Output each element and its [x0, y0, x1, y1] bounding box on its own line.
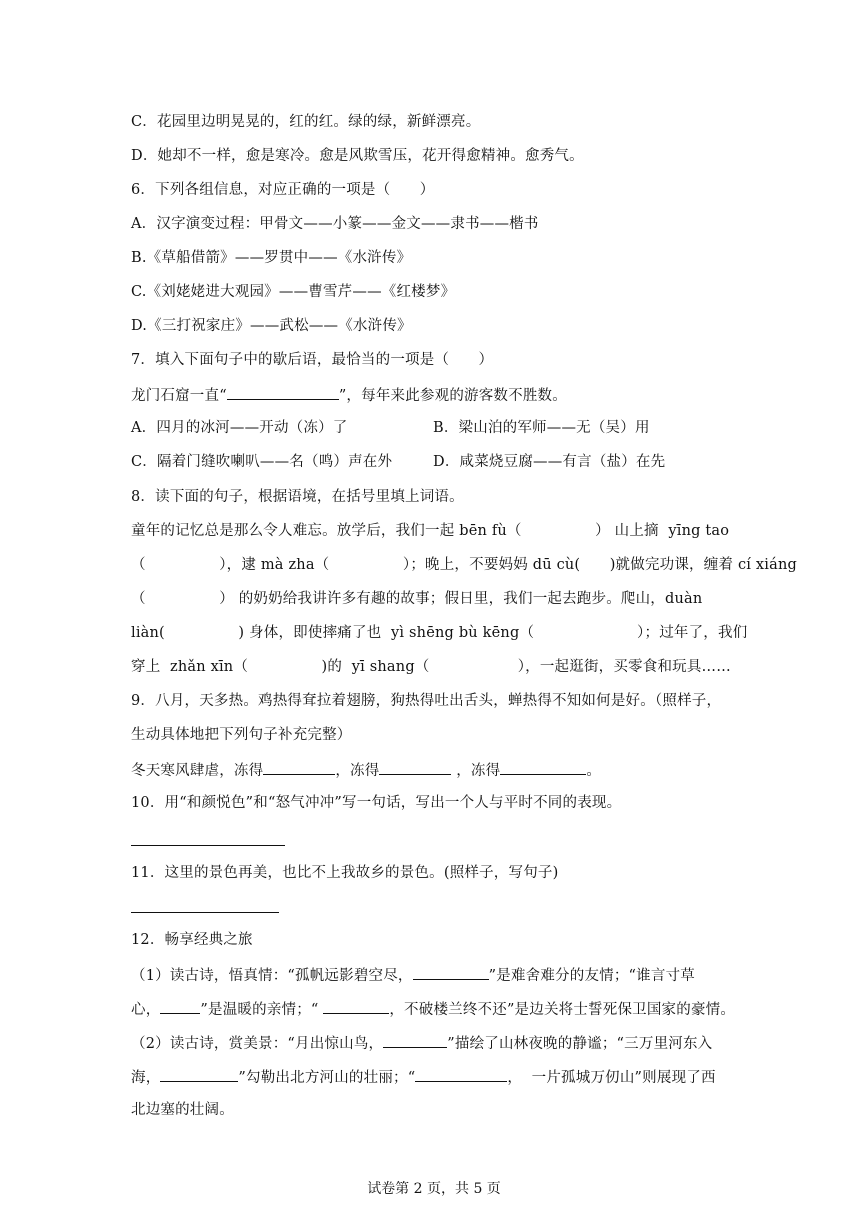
q8-passage-line-2: （ ），逮 mà zha（ ）；晚上，不要妈妈 dū cù( )就做完功课，缠着 cí xiáng [131, 557, 798, 573]
q12-part2-line-2 [131, 1066, 716, 1088]
q9-text-2: ，冻得 [335, 763, 380, 779]
page-footer: 试卷第 2 页，共 5 页 [367, 1181, 501, 1197]
q11-stem: 11．这里的景色再美，也比不上我故乡的景色。(照样子，写句子) [131, 865, 559, 881]
q7-sentence [131, 384, 567, 406]
q12-blank-2[interactable] [160, 998, 200, 1014]
q7-option-c: C．隔着门缝吹喇叭——名（鸣）声在外 [131, 454, 393, 470]
q7-option-d: D．咸菜烧豆腐——有言（盐）在先 [433, 454, 666, 470]
q9-blank-3[interactable] [500, 759, 586, 775]
q12-text: （2）读古诗，赏美景：“月出惊山鸟， [131, 1036, 384, 1052]
q7-sentence-end: ”，每年来此参观的游客数不胜数。 [338, 388, 567, 404]
q12-stem: 12．畅享经典之旅 [131, 932, 253, 948]
q12-text: ”是温暖的亲情；“ [200, 1002, 324, 1018]
q6-option-c: C.《刘姥姥进大观园》——曹雪芹——《红楼梦》 [131, 284, 456, 300]
q12-blank-1[interactable] [413, 964, 489, 980]
q9-text-3: ，冻得 [451, 763, 501, 779]
q5-option-c: C．花园里边明晃晃的，红的红。绿的绿，新鲜漂亮。 [131, 114, 481, 130]
q12-part2-line-1 [131, 1032, 712, 1054]
q12-text: ”描绘了山林夜晚的静谧；“三万里河东入 [447, 1036, 713, 1052]
q12-text: （1）读古诗，悟真情：“孤帆远影碧空尽， [131, 968, 413, 984]
q12-blank-6[interactable] [415, 1066, 507, 1082]
q10-stem: 10．用“和颜悦色”和“怒气冲冲”写一句话，写出一个人与平时不同的表现。 [131, 795, 622, 811]
q9-stem-line-1: 9．八月，天多热。鸡热得耷拉着翅膀，狗热得吐出舌头，蝉热得不知如何是好。（照样子， [131, 693, 722, 709]
q8-passage-line-1: 童年的记忆总是那么令人难忘。放学后，我们一起 bēn fù（ ） 山上摘 yīng tao [131, 523, 730, 539]
q9-stem-line-2: 生动具体地把下列句子补充完整） [131, 727, 352, 743]
q12-part1-line-2 [131, 998, 735, 1020]
q9-text-4: 。 [586, 763, 602, 779]
q8-passage-line-4: liàn( ) 身体，即使摔痛了也 yì shēng bù kēng（ ）；过年了，我们 [131, 625, 748, 641]
q7-stem: 7．填入下面句子中的歇后语，最恰当的一项是（ ） [131, 352, 494, 368]
q5-option-d: D．她却不一样，愈是寒冷。愈是风欺雪压，花开得愈精神。愈秀气。 [131, 148, 584, 164]
q12-blank-3[interactable] [323, 998, 389, 1014]
q9-blank-2[interactable] [379, 759, 451, 775]
q8-passage-line-3: （ ） 的奶奶给我讲许多有趣的故事；假日里，我们一起去跑步。爬山，duàn [131, 591, 703, 607]
q12-text: 海， [131, 1070, 161, 1086]
q7-sentence-start: 龙门石窟一直“ [131, 388, 227, 404]
q12-text: ”是难舍难分的友情；“谁言寸草 [488, 968, 695, 984]
q9-text-1: 冬天寒风肆虐，冻得 [131, 763, 264, 779]
q7-option-a: A．四月的冰河——开动（冻）了 [131, 420, 348, 436]
q6-stem: 6．下列各组信息，对应正确的一项是（ ） [131, 182, 435, 198]
q12-blank-4[interactable] [383, 1032, 447, 1048]
q9-blank-1[interactable] [263, 759, 335, 775]
q6-option-b: B.《草船借箭》——罗贯中——《水浒传》 [131, 250, 412, 266]
q9-answer-line [131, 759, 601, 781]
q12-part1-line-1 [131, 964, 695, 986]
q11-answer-line[interactable] [131, 912, 279, 913]
q7-blank[interactable] [227, 384, 339, 400]
q12-text: ”勾勒出北方河山的壮丽；“ [238, 1070, 416, 1086]
q7-option-b: B．梁山泊的军师——无（吴）用 [433, 420, 650, 436]
q12-part2-line-3: 北边塞的壮阔。 [131, 1102, 234, 1118]
q12-text: 心， [131, 1002, 161, 1018]
q10-answer-line[interactable] [131, 845, 285, 846]
q6-option-d: D.《三打祝家庄》——武松——《水浒传》 [131, 318, 412, 334]
q8-stem: 8．读下面的句子，根据语境，在括号里填上词语。 [131, 489, 464, 505]
q6-option-a: A．汉字演变过程：甲骨文——小篆——金文——隶书——楷书 [131, 216, 539, 232]
q12-text: ， 一片孤城万仞山”则展现了西 [507, 1070, 716, 1086]
q8-passage-line-5: 穿上 zhǎn xīn（ )的 yī shang（ ），一起逛街，买零食和玩具…… [131, 659, 731, 675]
q12-blank-5[interactable] [160, 1066, 238, 1082]
q12-text: ，不破楼兰终不还”是边关将士誓死保卫国家的豪情。 [389, 1002, 736, 1018]
